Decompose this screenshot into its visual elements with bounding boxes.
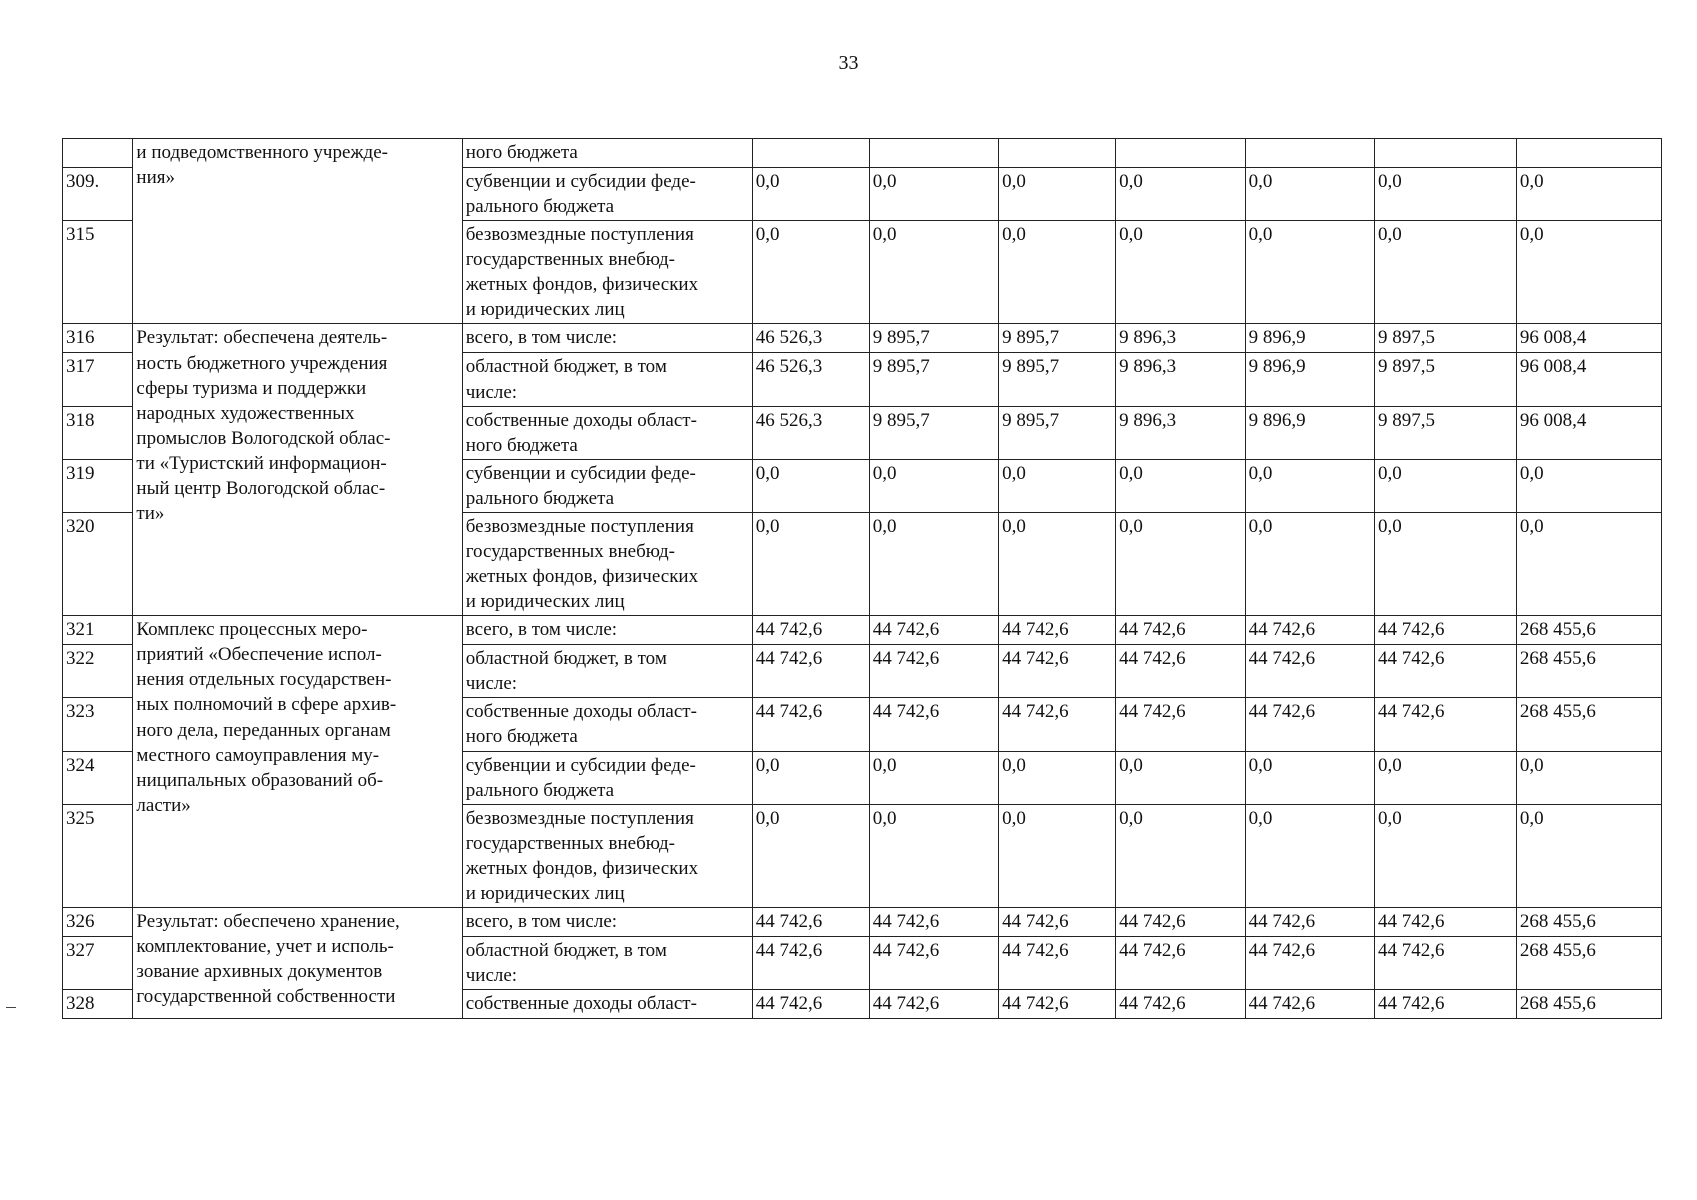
value-cell: 44 742,6 bbox=[752, 937, 869, 990]
value-cell: 9 896,3 bbox=[1116, 324, 1245, 353]
value-cell: 44 742,6 bbox=[1116, 937, 1245, 990]
value-cell: 0,0 bbox=[1116, 221, 1245, 324]
value-total: 96 008,4 bbox=[1516, 406, 1661, 459]
value-cell: 0,0 bbox=[1116, 751, 1245, 804]
funding-source: всего, в том числе: bbox=[462, 616, 752, 645]
value-cell: 9 896,9 bbox=[1245, 324, 1374, 353]
value-cell: 0,0 bbox=[1245, 221, 1374, 324]
value-cell: 44 742,6 bbox=[869, 645, 998, 698]
value-cell: 44 742,6 bbox=[1116, 990, 1245, 1019]
value-cell: 44 742,6 bbox=[1116, 908, 1245, 937]
value-cell: 44 742,6 bbox=[1375, 645, 1517, 698]
value-cell: 9 897,5 bbox=[1375, 353, 1517, 406]
funding-source: собственные доходы област- ного бюджета bbox=[462, 406, 752, 459]
value-cell: 0,0 bbox=[752, 459, 869, 512]
budget-table bbox=[62, 138, 1662, 1019]
value-total: 0,0 bbox=[1516, 221, 1661, 324]
value-total: 268 455,6 bbox=[1516, 698, 1661, 751]
funding-source: субвенции и субсидии феде- рального бюджета bbox=[462, 751, 752, 804]
row-number: 317 bbox=[63, 353, 133, 406]
value-total: 268 455,6 bbox=[1516, 990, 1661, 1019]
value-cell: 9 896,3 bbox=[1116, 353, 1245, 406]
value-cell: 46 526,3 bbox=[752, 353, 869, 406]
value-cell: 0,0 bbox=[1116, 459, 1245, 512]
item-name: Результат: обеспечено хранение, комплектование, учет и исполь- зование архивных документов государственной собственности bbox=[133, 908, 462, 1019]
table-row bbox=[63, 324, 1662, 353]
value-cell: 0,0 bbox=[1375, 512, 1517, 615]
value-cell: 0,0 bbox=[1245, 751, 1374, 804]
table-body bbox=[63, 139, 1662, 1019]
value-cell: 0,0 bbox=[1375, 221, 1517, 324]
value-cell: 0,0 bbox=[999, 751, 1116, 804]
value-cell: 9 897,5 bbox=[1375, 406, 1517, 459]
value-total: 0,0 bbox=[1516, 751, 1661, 804]
value-cell: 0,0 bbox=[1245, 459, 1374, 512]
value-total bbox=[1516, 139, 1661, 168]
value-cell bbox=[999, 139, 1116, 168]
row-number: 320 bbox=[63, 512, 133, 615]
row-number: 328 bbox=[63, 990, 133, 1019]
funding-source: безвозмездные поступления государственных внебюд- жетных фондов, физических и юридических лиц bbox=[462, 804, 752, 907]
funding-source: субвенции и субсидии феде- рального бюджета bbox=[462, 459, 752, 512]
value-cell: 0,0 bbox=[1375, 804, 1517, 907]
row-number: 323 bbox=[63, 698, 133, 751]
row-number: 319 bbox=[63, 459, 133, 512]
value-cell: 44 742,6 bbox=[1116, 698, 1245, 751]
value-cell: 0,0 bbox=[1375, 459, 1517, 512]
row-number: 322 bbox=[63, 645, 133, 698]
funding-source: областной бюджет, в том числе: bbox=[462, 645, 752, 698]
value-cell: 44 742,6 bbox=[999, 616, 1116, 645]
value-cell: 44 742,6 bbox=[752, 698, 869, 751]
value-total: 268 455,6 bbox=[1516, 908, 1661, 937]
table-row bbox=[63, 616, 1662, 645]
value-cell: 9 895,7 bbox=[869, 324, 998, 353]
value-cell: 9 896,3 bbox=[1116, 406, 1245, 459]
value-cell: 0,0 bbox=[752, 512, 869, 615]
value-cell: 44 742,6 bbox=[1375, 908, 1517, 937]
value-cell: 9 895,7 bbox=[869, 353, 998, 406]
value-cell: 0,0 bbox=[869, 221, 998, 324]
value-cell bbox=[752, 139, 869, 168]
value-cell: 44 742,6 bbox=[1375, 937, 1517, 990]
funding-source: безвозмездные поступления государственных внебюд- жетных фондов, физических и юридических лиц bbox=[462, 221, 752, 324]
funding-source: собственные доходы област- ного бюджета bbox=[462, 698, 752, 751]
value-cell: 44 742,6 bbox=[869, 990, 998, 1019]
value-total: 0,0 bbox=[1516, 804, 1661, 907]
value-total: 96 008,4 bbox=[1516, 353, 1661, 406]
funding-source: всего, в том числе: bbox=[462, 324, 752, 353]
value-cell: 44 742,6 bbox=[752, 616, 869, 645]
value-total: 0,0 bbox=[1516, 512, 1661, 615]
value-cell: 44 742,6 bbox=[752, 645, 869, 698]
value-cell: 0,0 bbox=[869, 512, 998, 615]
value-total: 0,0 bbox=[1516, 459, 1661, 512]
funding-source: ного бюджета bbox=[462, 139, 752, 168]
value-total: 268 455,6 bbox=[1516, 645, 1661, 698]
funding-source: безвозмездные поступления государственных внебюд- жетных фондов, физических и юридических лиц bbox=[462, 512, 752, 615]
table-row bbox=[63, 139, 1662, 168]
value-cell: 44 742,6 bbox=[1245, 990, 1374, 1019]
funding-source: всего, в том числе: bbox=[462, 908, 752, 937]
table-row bbox=[63, 908, 1662, 937]
value-cell: 44 742,6 bbox=[999, 698, 1116, 751]
value-cell: 44 742,6 bbox=[1116, 645, 1245, 698]
item-name: и подведомственного учрежде- ния» bbox=[133, 139, 462, 324]
row-number: 321 bbox=[63, 616, 133, 645]
value-cell: 0,0 bbox=[752, 168, 869, 221]
value-total: 96 008,4 bbox=[1516, 324, 1661, 353]
value-cell: 0,0 bbox=[1375, 751, 1517, 804]
value-cell: 44 742,6 bbox=[1245, 937, 1374, 990]
value-total: 268 455,6 bbox=[1516, 937, 1661, 990]
row-number bbox=[63, 139, 133, 168]
value-cell: 0,0 bbox=[1116, 512, 1245, 615]
row-number: 315 bbox=[63, 221, 133, 324]
funding-source: собственные доходы област- bbox=[462, 990, 752, 1019]
value-cell: 9 895,7 bbox=[869, 406, 998, 459]
value-cell: 44 742,6 bbox=[999, 990, 1116, 1019]
value-cell: 9 896,9 bbox=[1245, 406, 1374, 459]
value-cell: 44 742,6 bbox=[752, 908, 869, 937]
value-cell: 0,0 bbox=[1116, 168, 1245, 221]
value-cell: 0,0 bbox=[999, 512, 1116, 615]
value-cell: 44 742,6 bbox=[1245, 908, 1374, 937]
value-cell: 44 742,6 bbox=[1245, 616, 1374, 645]
value-cell: 0,0 bbox=[869, 751, 998, 804]
value-cell: 46 526,3 bbox=[752, 324, 869, 353]
item-name: Результат: обеспечена деятель- ность бюджетного учреждения сферы туризма и поддержки народных художественных промыслов Вологодской облас- ти «Туристский информацион- ный центр Вологодской облас- ти» bbox=[133, 324, 462, 616]
value-cell: 44 742,6 bbox=[1375, 698, 1517, 751]
value-total: 268 455,6 bbox=[1516, 616, 1661, 645]
value-cell: 0,0 bbox=[752, 804, 869, 907]
value-cell: 9 895,7 bbox=[999, 324, 1116, 353]
value-cell: 44 742,6 bbox=[999, 937, 1116, 990]
value-cell: 44 742,6 bbox=[1116, 616, 1245, 645]
row-number: 326 bbox=[63, 908, 133, 937]
value-cell: 0,0 bbox=[999, 804, 1116, 907]
value-cell: 44 742,6 bbox=[869, 616, 998, 645]
row-number: 325 bbox=[63, 804, 133, 907]
value-cell: 9 895,7 bbox=[999, 406, 1116, 459]
value-cell: 0,0 bbox=[752, 751, 869, 804]
row-number: 324 bbox=[63, 751, 133, 804]
value-cell: 44 742,6 bbox=[999, 645, 1116, 698]
value-cell: 0,0 bbox=[752, 221, 869, 324]
value-cell: 0,0 bbox=[1245, 804, 1374, 907]
row-number: 309. bbox=[63, 168, 133, 221]
value-cell: 44 742,6 bbox=[1375, 990, 1517, 1019]
value-cell: 0,0 bbox=[869, 168, 998, 221]
value-cell: 0,0 bbox=[999, 459, 1116, 512]
value-cell: 0,0 bbox=[869, 804, 998, 907]
value-cell: 44 742,6 bbox=[869, 698, 998, 751]
item-name: Комплекс процессных меро- приятий «Обеспечение испол- нения отдельных государствен- ных полномочий в сфере архив- ного дела, переданных органам местного самоуправления му- ниципальных образований об- ласти» bbox=[133, 616, 462, 908]
value-cell: 46 526,3 bbox=[752, 406, 869, 459]
value-cell: 44 742,6 bbox=[752, 990, 869, 1019]
value-cell: 9 897,5 bbox=[1375, 324, 1517, 353]
value-cell bbox=[1245, 139, 1374, 168]
funding-source: областной бюджет, в том числе: bbox=[462, 937, 752, 990]
row-number: 327 bbox=[63, 937, 133, 990]
value-cell: 0,0 bbox=[1375, 168, 1517, 221]
page-number: 33 bbox=[838, 52, 859, 74]
value-cell bbox=[869, 139, 998, 168]
value-total: 0,0 bbox=[1516, 168, 1661, 221]
value-cell bbox=[1375, 139, 1517, 168]
value-cell: 0,0 bbox=[1245, 512, 1374, 615]
funding-source: областной бюджет, в том числе: bbox=[462, 353, 752, 406]
value-cell: 9 895,7 bbox=[999, 353, 1116, 406]
funding-source: субвенции и субсидии феде- рального бюджета bbox=[462, 168, 752, 221]
value-cell: 44 742,6 bbox=[869, 908, 998, 937]
value-cell: 0,0 bbox=[999, 168, 1116, 221]
value-cell: 0,0 bbox=[1116, 804, 1245, 907]
value-cell: 0,0 bbox=[999, 221, 1116, 324]
margin-mark bbox=[6, 1007, 16, 1008]
value-cell: 44 742,6 bbox=[1245, 698, 1374, 751]
row-number: 316 bbox=[63, 324, 133, 353]
value-cell: 0,0 bbox=[869, 459, 998, 512]
value-cell: 9 896,9 bbox=[1245, 353, 1374, 406]
value-cell: 44 742,6 bbox=[869, 937, 998, 990]
value-cell: 44 742,6 bbox=[1245, 645, 1374, 698]
value-cell: 0,0 bbox=[1245, 168, 1374, 221]
value-cell bbox=[1116, 139, 1245, 168]
value-cell: 44 742,6 bbox=[1375, 616, 1517, 645]
row-number: 318 bbox=[63, 406, 133, 459]
value-cell: 44 742,6 bbox=[999, 908, 1116, 937]
